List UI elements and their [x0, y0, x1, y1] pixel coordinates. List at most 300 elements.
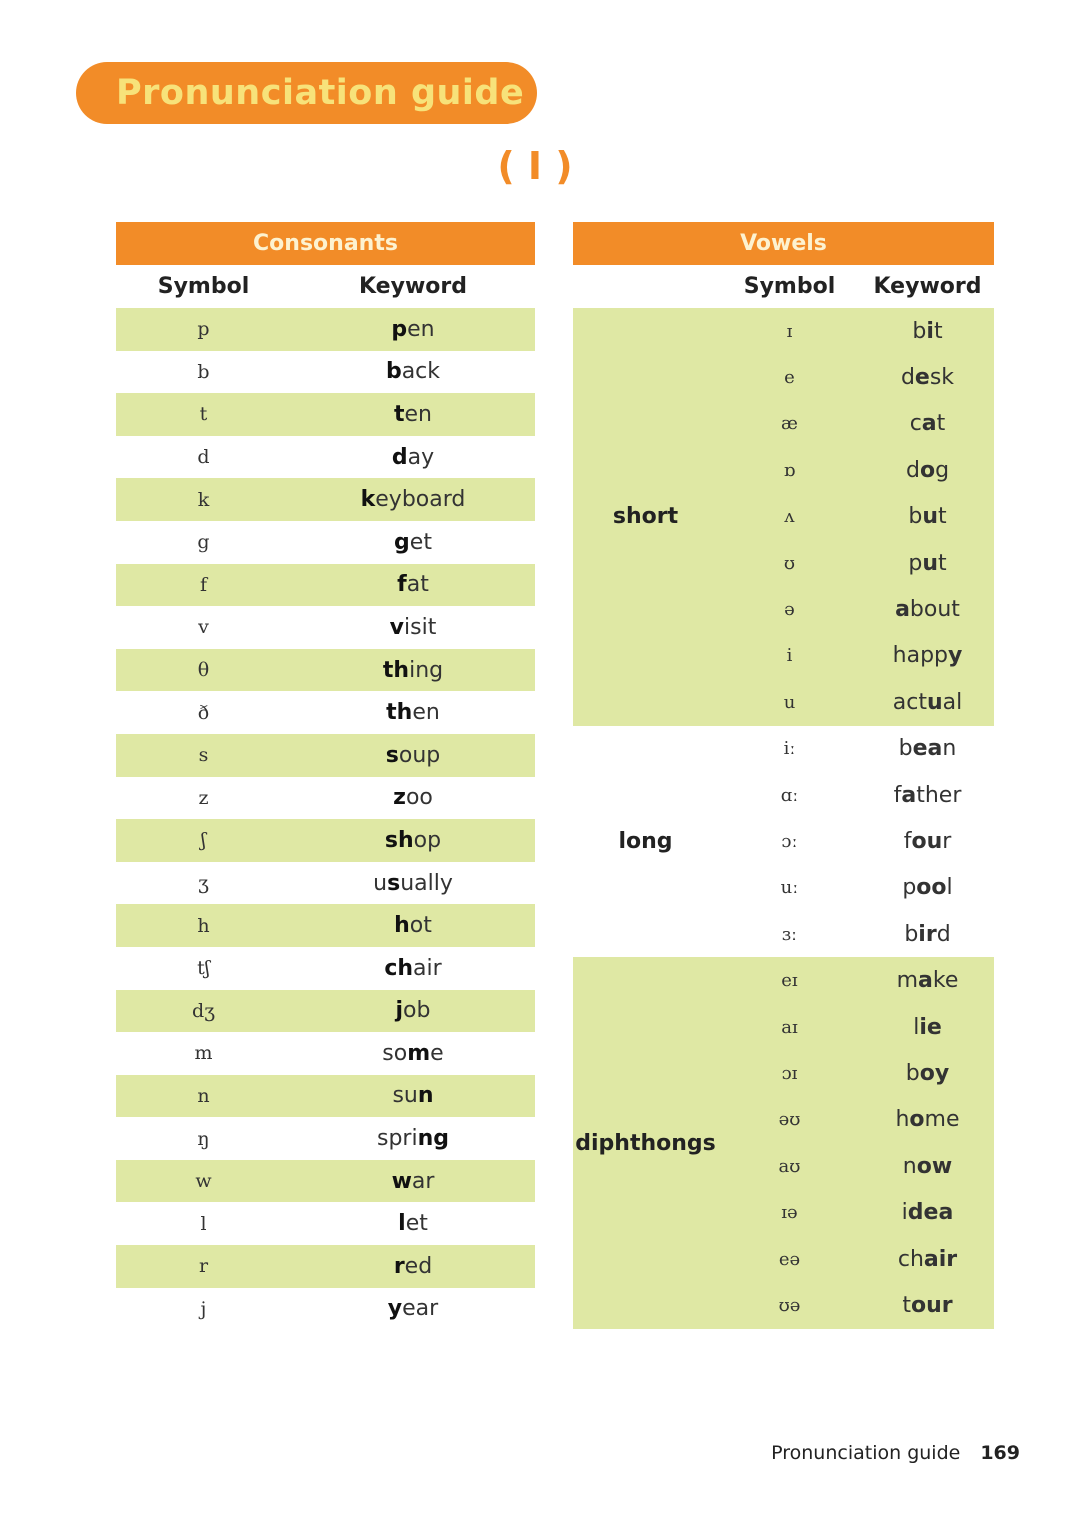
consonants-rows [116, 308, 535, 1330]
keyword-plain-start: b [912, 318, 927, 344]
phonetic-symbol: ʊ [783, 552, 796, 574]
keyword [373, 871, 453, 896]
keyword-highlighted-sound: z [393, 785, 406, 811]
keyword-cell [861, 319, 994, 344]
keyword-plain-start: i [901, 1200, 908, 1226]
keyword [897, 968, 959, 993]
keyword [908, 551, 946, 576]
keyword [904, 922, 950, 947]
keyword-cell [861, 1015, 994, 1040]
keyword [391, 317, 434, 342]
phonetic-symbol: ʌ [784, 506, 795, 528]
phonetic-symbol: ɪ [786, 320, 793, 342]
keyword-highlighted-sound: s [387, 870, 401, 896]
phonetic-symbol: i [786, 645, 793, 667]
keyword [898, 1247, 957, 1272]
keyword-plain-start: m [896, 968, 919, 994]
keyword-plain-end: ay [407, 444, 435, 470]
keyword-cell [291, 1169, 535, 1194]
phonetic-symbol: d [197, 446, 210, 469]
keyword-plain-start: act [892, 689, 927, 715]
keyword [393, 785, 433, 810]
keyword [899, 736, 957, 761]
consonants-header: Consonants [116, 222, 535, 265]
keyword-plain-start: l [913, 1014, 920, 1040]
phonetic-symbol: w [195, 1170, 212, 1193]
keyword [895, 597, 960, 622]
keyword-plain-end: bout [909, 597, 960, 623]
keyword-cell [861, 643, 994, 668]
keyword-highlighted-sound: t [393, 401, 405, 427]
keyword-highlighted-sound: a [921, 411, 937, 437]
keyword-plain-end: ot [409, 913, 432, 939]
keyword [390, 615, 437, 640]
table-row [116, 1245, 535, 1288]
keyword-cell [291, 1211, 535, 1236]
keyword [386, 359, 440, 384]
keyword-highlighted-sound: g [394, 529, 410, 555]
table-row [116, 1117, 535, 1160]
keyword [903, 1154, 952, 1179]
table-row [116, 1160, 535, 1203]
table-row [718, 865, 994, 911]
keyword-highlighted-sound: r [393, 1253, 405, 1279]
phonetic-symbol: ɜː [781, 923, 798, 945]
keyword-cell [291, 828, 535, 853]
phonetic-symbol: ə [784, 599, 795, 621]
keyword-plain-end: r [942, 828, 952, 854]
keyword-plain-start: n [902, 1153, 917, 1179]
table-row [718, 1282, 994, 1328]
keyword-highlighted-sound: ch [384, 955, 414, 981]
keyword-plain-end: t [936, 411, 946, 437]
phonetic-symbol: dʒ [192, 999, 215, 1022]
phonetic-symbol: tʃ [197, 957, 210, 980]
keyword-highlighted-sound: p [391, 316, 408, 342]
phonetic-symbol: uː [780, 877, 799, 899]
phonetic-symbol: ʒ [198, 872, 209, 895]
keyword [388, 1296, 438, 1321]
keyword-highlighted-sound: ea [912, 736, 943, 762]
table-row [718, 1189, 994, 1235]
keyword-highlighted-sound: sh [384, 827, 414, 853]
keyword [377, 1126, 449, 1151]
table-row [116, 564, 535, 607]
keyword-cell [861, 458, 994, 483]
keyword-cell [291, 572, 535, 597]
table-row [116, 691, 535, 734]
keyword-plain-end: ob [403, 998, 431, 1024]
keyword-cell [861, 1061, 994, 1086]
keyword [913, 1015, 942, 1040]
page-footer [760, 1442, 1020, 1464]
keyword-highlighted-sound: th [386, 700, 413, 726]
keyword [893, 643, 963, 668]
keyword [383, 658, 443, 683]
keyword-cell [861, 551, 994, 576]
keyword-plain-end: en [407, 316, 435, 342]
keyword-cell [861, 783, 994, 808]
keyword-plain-start: f [893, 782, 902, 808]
title-banner [76, 62, 537, 124]
keyword-cell [861, 504, 994, 529]
table-row [718, 401, 994, 447]
keyword-plain-end: d [936, 921, 951, 947]
keyword-cell [291, 1041, 535, 1066]
phonetic-symbol: p [197, 318, 210, 341]
keyword-highlighted-sound: v [389, 614, 405, 640]
phonetic-symbol: aɪ [781, 1016, 798, 1038]
table-row [116, 777, 535, 820]
keyword-plain-start: d [900, 365, 915, 391]
keyword [392, 1083, 433, 1108]
keyword-cell [291, 530, 535, 555]
keyword-plain-end: ke [932, 968, 959, 994]
keyword-highlighted-sound: n [417, 1083, 434, 1109]
keyword [394, 402, 432, 427]
table-row [718, 1050, 994, 1096]
phonetic-symbol: s [198, 744, 209, 767]
phonetic-symbol: ɔː [781, 830, 798, 852]
keyword-highlighted-sound: a [901, 782, 917, 808]
keyword-highlighted-sound: ie [919, 1014, 942, 1040]
keyword-highlighted-sound: u [922, 504, 938, 530]
keyword [906, 458, 949, 483]
keyword-cell [291, 998, 535, 1023]
phonetic-symbol: ʃ [200, 829, 207, 852]
keyword-plain-end: et [405, 1211, 428, 1237]
keyword [385, 828, 441, 853]
page-number: 169 [980, 1442, 1020, 1464]
vowels-table [573, 222, 994, 1329]
keyword [912, 319, 942, 344]
phonetic-symbol: ɔɪ [781, 1062, 798, 1084]
table-row [116, 1288, 535, 1331]
phonetic-symbol: b [197, 360, 210, 383]
footer-section-name: Pronunciation guide [771, 1442, 961, 1464]
keyword-highlighted-sound: o [909, 1107, 925, 1133]
keyword-plain-end: ed [404, 1253, 433, 1279]
phonetic-symbol: u [783, 691, 796, 713]
keyword-cell [291, 700, 535, 725]
keyword-column-header: Keyword [873, 274, 982, 299]
keyword-plain-start: b [904, 921, 919, 947]
keyword [361, 487, 466, 512]
keyword-cell [291, 913, 535, 938]
keyword [908, 504, 946, 529]
keyword-highlighted-sound: oo [916, 875, 947, 901]
keyword-plain-start: b [898, 736, 913, 762]
category-column-header [573, 265, 718, 308]
table-row [718, 308, 994, 354]
symbol-column-header: Symbol [743, 274, 836, 299]
keyword-cell [291, 658, 535, 683]
vowel-group [573, 726, 994, 958]
keyword-cell [861, 411, 994, 436]
table-row [116, 393, 535, 436]
keyword-cell [291, 743, 535, 768]
keyword [893, 690, 962, 715]
keyword-cell [291, 487, 535, 512]
table-row [116, 606, 535, 649]
keyword-plain-end: ually [400, 870, 453, 896]
keyword [386, 700, 440, 725]
keyword [904, 829, 952, 854]
keyword-highlighted-sound: th [382, 657, 410, 683]
keyword [386, 743, 440, 768]
phonetic-symbol: v [198, 616, 209, 639]
table-row [718, 1143, 994, 1189]
keyword-plain-end: oup [398, 742, 441, 768]
keyword [392, 1169, 435, 1194]
phonetic-symbol: ŋ [197, 1127, 210, 1150]
keyword-highlighted-sound: u [922, 550, 938, 576]
keyword-highlighted-sound: s [385, 742, 399, 768]
phonetic-symbol: n [197, 1084, 210, 1107]
keyword-highlighted-sound: k [360, 487, 376, 513]
vowel-group-label: short [612, 504, 679, 530]
keyword-cell [291, 615, 535, 640]
phonetic-symbol: r [198, 1255, 209, 1278]
vowels-header: Vowels [573, 222, 994, 265]
keyword-cell [291, 956, 535, 981]
keyword-cell [291, 1083, 535, 1108]
keyword-plain-end: t [938, 504, 947, 530]
keyword-highlighted-sound: y [387, 1296, 403, 1322]
keyword [895, 1107, 959, 1132]
phonetic-symbol: z [198, 786, 209, 809]
keyword-plain-end: g [935, 457, 950, 483]
keyword [397, 572, 429, 597]
keyword-cell [291, 359, 535, 384]
keyword-highlighted-sound: our [911, 1292, 953, 1318]
keyword-plain-end: sk [929, 365, 955, 391]
keyword-cell [291, 1254, 535, 1279]
table-row [116, 862, 535, 905]
keyword-highlighted-sound: a [895, 597, 910, 623]
keyword-cell [861, 922, 994, 947]
table-row [116, 649, 535, 692]
keyword-highlighted-sound: o [919, 457, 936, 483]
table-row [116, 478, 535, 521]
keyword [902, 875, 952, 900]
keyword-plain-end: al [942, 689, 963, 715]
vowel-group-rows [718, 308, 994, 726]
keyword [902, 1200, 954, 1225]
keyword [382, 1041, 443, 1066]
table-row [116, 1032, 535, 1075]
keyword-plain-end: en [412, 700, 440, 726]
keyword-plain-end: ing [409, 657, 444, 683]
vowel-group-label: long [618, 828, 673, 854]
keyword-plain-start: b [908, 504, 923, 530]
keyword-plain-end: e [430, 1040, 444, 1066]
keyword-plain-end: at [406, 572, 429, 598]
keyword-highlighted-sound: oy [919, 1060, 950, 1086]
keyword-plain-end: t [938, 550, 947, 576]
keyword-plain-end: ar [411, 1168, 435, 1194]
keyword [398, 1211, 428, 1236]
phonetic-symbol: j [200, 1297, 207, 1320]
keyword-highlighted-sound: i [926, 318, 934, 344]
phonetic-symbol: f [199, 573, 208, 596]
section-marker: ( I ) [497, 144, 573, 188]
keyword-plain-start: h [895, 1107, 910, 1133]
keyword-highlighted-sound: u [926, 689, 943, 715]
phonetic-symbol: iː [783, 738, 796, 760]
keyword [396, 998, 431, 1023]
table-row [718, 354, 994, 400]
keyword-plain-start: p [902, 875, 917, 901]
phonetic-symbol: h [197, 914, 210, 937]
keyword-plain-start: t [902, 1292, 911, 1318]
table-row [718, 772, 994, 818]
keyword [910, 411, 946, 436]
keyword [394, 530, 432, 555]
keyword-highlighted-sound: l [398, 1211, 406, 1237]
keyword-highlighted-sound: ir [918, 921, 937, 947]
keyword-plain-end: t [933, 318, 943, 344]
keyword-plain-start: su [392, 1083, 418, 1109]
keyword [894, 783, 962, 808]
table-row [718, 1236, 994, 1282]
keyword-plain-start: u [373, 870, 388, 896]
keyword-cell [291, 402, 535, 427]
phonetic-symbol: æ [781, 413, 798, 435]
table-row [116, 990, 535, 1033]
keyword [901, 365, 954, 390]
keyword-plain-start: spri [376, 1126, 418, 1152]
keyword-highlighted-sound: m [407, 1040, 431, 1066]
keyword-highlighted-sound: a [918, 968, 933, 994]
keyword-cell [291, 1126, 535, 1151]
keyword-plain-end: me [924, 1107, 960, 1133]
table-row [116, 351, 535, 394]
table-row [116, 1075, 535, 1118]
vowels-column-headers [573, 265, 994, 308]
keyword-plain-end: en [404, 401, 432, 427]
keyword-column-header: Keyword [359, 274, 467, 299]
table-row [116, 819, 535, 862]
table-row [116, 904, 535, 947]
keyword-highlighted-sound: ng [417, 1126, 449, 1152]
keyword-cell [861, 365, 994, 390]
vowel-group-label: diphthongs [575, 1130, 716, 1156]
keyword-cell [861, 968, 994, 993]
vowel-group-rows [718, 726, 994, 958]
table-row [718, 447, 994, 493]
phonetic-symbol: ɒ [783, 459, 796, 481]
phonetic-symbol: ð [197, 701, 210, 724]
table-row [718, 1004, 994, 1050]
keyword-plain-start: happ [892, 643, 948, 669]
vowels-groups [573, 308, 994, 1329]
table-row [718, 726, 994, 772]
keyword-cell [291, 785, 535, 810]
phonetic-symbol: θ [197, 659, 210, 682]
keyword-plain-end: eyboard [375, 487, 466, 513]
page-title: Pronunciation guide [116, 73, 525, 113]
keyword-cell [861, 875, 994, 900]
keyword-plain-end: n [942, 736, 957, 762]
keyword-plain-end: isit [404, 614, 437, 640]
keyword [906, 1061, 949, 1086]
keyword-cell [861, 1200, 994, 1225]
symbol-column-header: Symbol [157, 274, 250, 299]
vowel-group [573, 308, 994, 726]
keyword-plain-end: l [946, 875, 953, 901]
table-row [116, 734, 535, 777]
keyword-cell [861, 829, 994, 854]
keyword-highlighted-sound: j [395, 998, 404, 1024]
keyword-cell [291, 317, 535, 342]
keyword-plain-start: so [382, 1040, 408, 1066]
keyword [392, 445, 434, 470]
keyword-highlighted-sound: e [914, 365, 930, 391]
keyword-plain-end: ack [401, 359, 441, 385]
keyword-highlighted-sound: b [385, 359, 402, 385]
phonetic-symbol: eɪ [781, 970, 798, 992]
table-row [718, 911, 994, 957]
keyword-cell [291, 445, 535, 470]
keyword-cell [291, 871, 535, 896]
keyword-highlighted-sound: y [948, 643, 963, 669]
phonetic-symbol: əʊ [778, 1109, 801, 1131]
consonants-column-headers [116, 265, 535, 308]
keyword-highlighted-sound: d [391, 444, 408, 470]
keyword-plain-end: op [413, 827, 442, 853]
phonetic-symbol: g [197, 531, 210, 554]
keyword-cell [291, 1296, 535, 1321]
phonetic-symbol: ɑː [780, 784, 799, 806]
table-row [718, 957, 994, 1003]
phonetic-symbol: eə [778, 1248, 801, 1270]
phonetic-symbol: ʊə [778, 1294, 801, 1316]
keyword [902, 1293, 952, 1318]
table-row [116, 947, 535, 990]
keyword-cell [861, 690, 994, 715]
phonetic-symbol: l [200, 1212, 207, 1235]
consonants-table [116, 222, 535, 1330]
phonetic-symbol: k [197, 488, 210, 511]
keyword-highlighted-sound: dea [907, 1200, 954, 1226]
table-row [718, 540, 994, 586]
table-row [116, 1202, 535, 1245]
table-row [718, 1097, 994, 1143]
keyword-plain-start: c [909, 411, 922, 437]
phonetic-symbol: ɪə [781, 1202, 798, 1224]
keyword [394, 1254, 432, 1279]
keyword [384, 956, 441, 981]
phonetic-symbol: aʊ [778, 1155, 801, 1177]
vowel-group [573, 957, 994, 1328]
keyword-cell [861, 1293, 994, 1318]
table-row [116, 521, 535, 564]
keyword-plain-start: f [903, 828, 912, 854]
table-row [718, 679, 994, 725]
keyword-plain-end: et [409, 529, 432, 555]
keyword-plain-end: ear [402, 1296, 439, 1322]
keyword-plain-end: air [413, 955, 442, 981]
table-row [116, 436, 535, 479]
phonetic-symbol: m [194, 1042, 213, 1065]
keyword-highlighted-sound: ow [916, 1153, 953, 1179]
keyword-highlighted-sound: f [397, 572, 407, 598]
keyword-highlighted-sound: air [923, 1246, 958, 1272]
keyword-cell [861, 1247, 994, 1272]
table-row [718, 494, 994, 540]
keyword-cell [861, 1107, 994, 1132]
